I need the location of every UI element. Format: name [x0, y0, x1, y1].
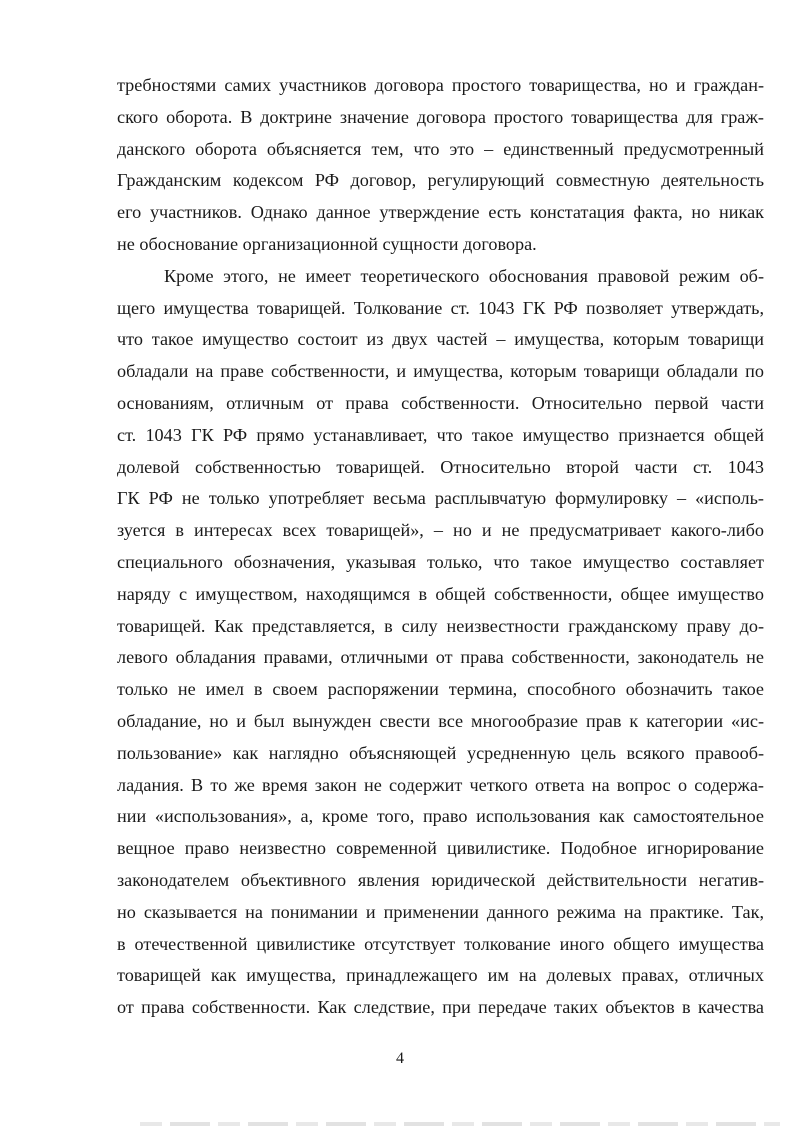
body-text	[117, 70, 764, 1024]
text-line: его участников. Однако данное утверждение есть констатация факта, но никак	[117, 202, 764, 223]
text-line: ского оборота. В доктрине значение договора простого товарищества для граж-	[117, 106, 764, 127]
text-line: законодателем объективного явления юридической действительности негатив-	[117, 869, 764, 890]
text-line: обладали на праве собственности, и имущества, которым товарищи обладали по	[117, 361, 764, 382]
text-line: Гражданским кодексом РФ договор, регулирующий совместную деятельность	[117, 170, 764, 191]
text-line: требностями самих участников договора простого товарищества, но и граждан-	[117, 75, 764, 95]
text-line: товарищей. Как представляется, в силу неизвестности гражданскому праву до-	[117, 615, 764, 636]
paragraph-first-line: Кроме этого, не имеет теоретического обоснования правовой режим об-	[164, 265, 764, 286]
text-line: нии «использования», а, кроме того, право использования как самостоятельное	[117, 806, 764, 827]
text-line: данского оборота объясняется тем, что это – единственный предусмотренный	[117, 138, 764, 159]
text-line: ст. 1043 ГК РФ прямо устанавливает, что такое имущество признается общей	[117, 424, 764, 445]
text-line: обладание, но и был вынужден свести все многообразие прав к категории «ис-	[117, 710, 764, 731]
page-number: 4	[396, 1050, 404, 1067]
text-line: что такое имущество состоит из двух частей – имущества, которым товарищи	[117, 329, 764, 350]
text-line: долевой собственностью товарищей. Относительно второй части ст. 1043	[117, 456, 764, 477]
text-line: наряду с имуществом, находящимся в общей собственности, общее имущество	[117, 583, 764, 604]
text-line: но сказывается на понимании и применении данного режима на практике. Так,	[117, 901, 764, 922]
text-line: пользование» как наглядно объясняющей усредненную цель всякого правооб-	[117, 742, 764, 763]
text-line: в отечественной цивилистике отсутствует толкование иного общего имущества	[117, 933, 764, 954]
text-line: зуется в интересах всех товарищей», – но и не предусматривает какого-либо	[117, 520, 764, 541]
text-line: от права собственности. Как следствие, при передаче таких объектов в качества	[117, 997, 764, 1018]
text-line: щего имущества товарищей. Толкование ст. 1043 ГК РФ позволяет утверждать,	[117, 297, 764, 318]
text-line: ладания. В то же время закон не содержит четкого ответа на вопрос о содержа-	[117, 774, 764, 795]
text-line: только не имел в своем распоряжении термина, способного обозначить такое	[117, 679, 764, 700]
scan-artifact-strip	[140, 1122, 780, 1126]
text-line: товарищей как имущества, принадлежащего им на долевых правах, отличных	[117, 965, 764, 986]
text-line: левого обладания правами, отличными от права собственности, законодатель не	[117, 647, 764, 668]
text-line: не обоснование организационной сущности договора.	[117, 233, 537, 254]
text-line: специального обозначения, указывая только, что такое имущество составляет	[117, 551, 764, 572]
text-line: ГК РФ не только употребляет весьма расплывчатую формулировку – «исполь-	[117, 488, 764, 509]
text-line: основаниям, отличным от права собственности. Относительно первой части	[117, 392, 764, 413]
text-line: вещное право неизвестно современной цивилистике. Подобное игнорирование	[117, 838, 764, 859]
